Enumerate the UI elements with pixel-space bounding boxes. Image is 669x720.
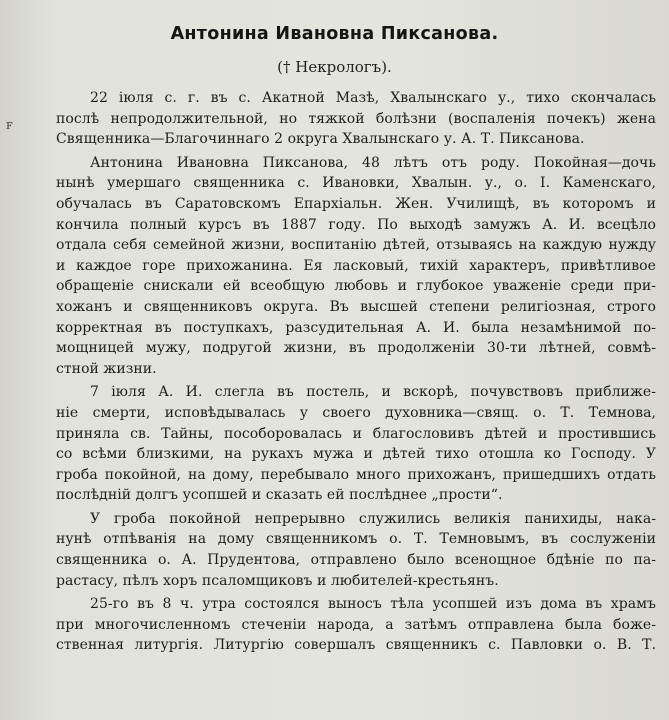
text-line: со всѣми близкими, на рукахъ мужа и дѣтей тихо отошла ко Господу. У [56,446,656,463]
text-line: отдала себя семейной жизни, воспитанію дѣтей, отзываясь на каждую нужду [56,237,656,254]
text-line: гроба покойной, на дому, перебывало много прихожанъ, пришедшихъ отдать [56,466,656,483]
text-line: и каждое горе прихожанина. Ея ласковый, тихій характеръ, привѣтливое [56,257,656,274]
text-line: хожанъ и священниковъ округа. Въ высшей степени религіозная, строго [56,298,656,315]
text-line: Священника—Благочиннаго 2 округа Хвалынскаго у. А. Т. Пиксанова. [56,131,585,148]
text-line: приняла св. Тайны, пособоровалась и благословивъ дѣтей и простившись [56,425,656,442]
article-paragraph [56,509,656,591]
text-line: обращеніе снискали ей всеобщую любовь и глубокое уваженіе среди при- [56,278,656,295]
text-line: мощницей мужу, подругой жизни, въ продолженіи 30-ти лѣтней, совмѣ- [56,340,656,357]
article-title: Антонина Ивановна Пиксанова. [170,24,499,44]
article-paragraph [56,594,656,656]
text-line: послѣ непродолжительной, но тяжкой болѣзни (воспаленія почекъ) жена [56,110,656,127]
text-line: священника о. А. Прудентова, отправлено было всенощное бдѣніе по па- [56,552,656,569]
margin-mark: ꜰ [6,118,13,133]
text-line: У гроба покойной непрерывно служились великія панихиды, нака- [90,510,656,527]
text-line: растасу, пѣлъ хоръ псаломщиковъ и любителей-крестьянъ. [56,572,499,589]
article-subtitle: († Некрологъ). [277,58,392,76]
text-line: при многочисленномъ стеченіи народа, а затѣмъ отправлена была боже- [56,616,656,633]
article-paragraph [56,153,656,380]
text-line: Антонина Ивановна Пиксанова, 48 лѣтъ отъ роду. Покойная—дочь [90,154,656,171]
text-line: ніе смерти, исповѣдывалась у своего духовника—свящ. о. Т. Темнова, [56,404,656,421]
text-line: кончила полный курсъ въ 1887 году. По выходѣ замужъ А. И. всецѣло [56,216,656,233]
text-line: корректная въ поступкахъ, разсудительная А. И. была незамѣнимой по- [56,319,656,336]
text-line: стной жизни. [56,360,157,377]
text-line: 22 іюля с. г. въ с. Акатной Мазѣ, Хвалынскаго у., тихо скончалась [90,90,656,106]
text-line: нунѣ отпѣванія на дому священникомъ о. Т. Темновымъ, въ сослуженіи [56,531,656,548]
text-line: послѣдній долгъ усопшей и сказать ей послѣднее „прости“. [56,487,503,504]
article-body [56,88,656,656]
text-line: нынѣ умершаго священника с. Ивановки, Хвалын. у., о. І. Каменскаго, [56,175,656,192]
article-paragraph [56,88,656,150]
text-line: обучалась въ Саратовскомъ Епархіальн. Жен. Училищѣ, въ которомъ и [56,195,656,212]
text-line: 7 іюля А. И. слегла въ постель, и вскорѣ, почувствовъ приближе- [90,384,656,401]
article-paragraph [56,382,656,506]
text-line: 25-го въ 8 ч. утра состоялся выносъ тѣла усопшей изъ дома въ храмъ [90,596,656,613]
text-line: ственная литургія. Литургію совершалъ священникъ с. Павловки о. В. Т. [56,637,656,654]
